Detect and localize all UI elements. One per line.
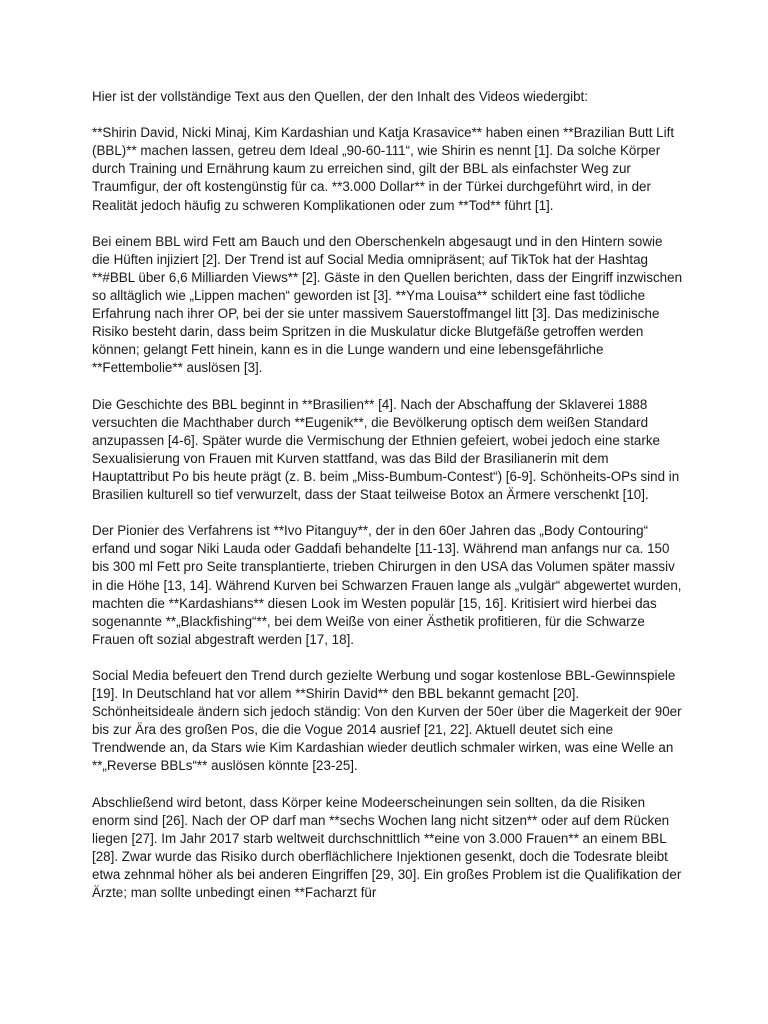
- intro-paragraph: Hier ist der vollständige Text aus den Quellen, der den Inhalt des Videos wiedergibt:: [92, 89, 589, 104]
- document-page: [92, 88, 682, 920]
- paragraph-bbl-procedure-risks: Bei einem BBL wird Fett am Bauch und den Oberschenkeln abgesaugt und in den Hintern sowie die Hüften injiziert [2]. Der Trend ist auf Social Media omnipräsent; auf TikTok hat der Hashtag **#BBL über 6,6 Milliarden Views** [2]. Gäste in den Quellen berichten, dass der Eingriff inzwischen so alltäglich wie „Lippen machen“ geworden ist [3]. **Yma Louisa** schildert eine fast tödliche Erfahrung nach ihrer OP, bei der sie unter massivem Sauerstoffmangel litt [3]. Das medizinische Risiko besteht darin, dass beim Spritzen in die Muskulatur dicke Blutgefäße getroffen werden können; gelangt Fett hinein, kann es in die Lunge wandern und eine lebensgefährliche **Fettembolie** auslösen [3].: [92, 233, 683, 376]
- paragraph-bbl-pioneer: Der Pionier des Verfahrens ist **Ivo Pitanguy**, der in den 60er Jahren das „Body Contouring“ erfand und sogar Niki Lauda oder Gaddafi behandelte [11-13]. Während man anfangs nur ca. 150 bis 300 ml Fett pro Seite transplantierte, trieben Chirurgen in den USA das Volumen später massiv in die Höhe [13, 14]. Während Kurven bei Schwarzen Frauen lange als „vulgär“ abgewertet wurden, machten die **Kardashians** diesen Look im Westen populär [15, 16]. Kritisiert wird hierbei das sogenannte **„Blackfishing“**, bei dem Weiße von einer Ästhetik profitieren, für die Schwarze Frauen oft sozial abgestraft werden [17, 18].: [92, 523, 682, 647]
- paragraph-social-media-trend: Social Media befeuert den Trend durch gezielte Werbung und sogar kostenlose BBL-Gewinnspiele [19]. In Deutschland hat vor allem **Shirin David** den BBL bekannt gemacht [20]. Schönheitsideale ändern sich jedoch ständig: Von den Kurven der 50er über die Magerkeit der 90er bis zur Ära des großen Pos, die die Vogue 2014 ausrief [21, 22]. Aktuell deutet sich eine Trendwende an, da Stars wie Kim Kardashian wieder deutlich schmaler wirken, was eine Welle an **„Reverse BBLs“** auslösen könnte [23-25].: [92, 668, 682, 774]
- paragraph-conclusion-risks: Abschließend wird betont, dass Körper keine Modeerscheinungen sein sollten, da die Risiken enorm sind [26]. Nach der OP darf man **sechs Wochen lang nicht sitzen** oder auf dem Rücken liegen [27]. Im Jahr 2017 starb weltweit durchschnittlich **eine von 3.000 Frauen** an einem BBL [28]. Zwar wurde das Risiko durch oberflächlichere Injektionen gesenkt, doch die Todesrate bleibt etwa zehnmal höher als bei anderen Eingriffen [29, 30]. Ein großes Problem ist die Qualifikation der Ärzte; man sollte unbedingt einen **Facharzt für: [92, 794, 682, 901]
- paragraph-bbl-history-brazil: Die Geschichte des BBL beginnt in **Brasilien** [4]. Nach der Abschaffung der Sklaverei 1888 versuchten die Machthaber durch **Eugenik**, die Bevölkerung optisch dem weißen Standard anzupassen [4-6]. Später wurde die Vermischung der Ethnien gefeiert, wobei jedoch eine starke Sexualisierung von Frauen mit Kurven stattfand, was das Bild der Brasilianerin mit dem Hauptattribut Po bis heute prägt (z. B. beim „Miss-Bumbum-Contest“) [6-9]. Schönheits-OPs sind in Brasilien kulturell so tief verwurzelt, dass der Staat teilweise Botox an Ärmere verschenkt [10].: [92, 396, 680, 503]
- paragraph-bbl-celebrities: **Shirin David, Nicki Minaj, Kim Kardashian und Katja Krasavice** haben einen **Brazilian Butt Lift (BBL)** machen lassen, getreu dem Ideal „90-60-111“, wie Shirin es nennt [1]. Da solche Körper durch Training und Ernährung kaum zu erreichen sind, gilt der BBL als einfachster Weg zur Traumfigur, der oft kostengünstig für ca. **3.000 Dollar** in der Türkei durchgeführt wird, in der Realität jedoch häufig zu schweren Komplikationen oder zum **Tod** führt [1].: [92, 125, 675, 213]
